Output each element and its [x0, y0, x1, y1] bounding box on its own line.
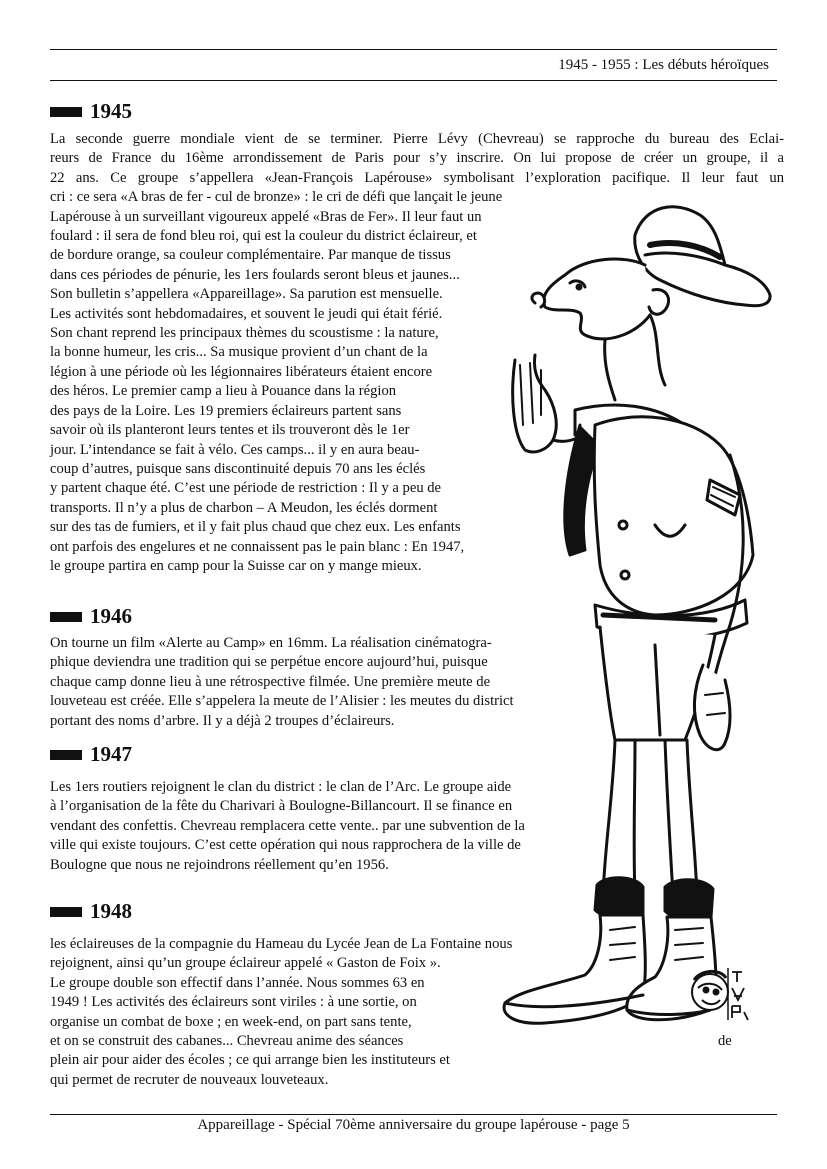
text-line: organise un combat de boxe ; en week-end, on part sans tente,	[50, 1013, 412, 1030]
section-heading-1948	[50, 899, 132, 924]
text-line: La seconde guerre mondiale vient de se terminer. Pierre Lévy (Chevreau) se rapproche du bureau des Eclai-	[50, 131, 784, 147]
text-line: les éclaireuses de la compagnie du Hameau du Lycée Jean de La Fontaine nous	[50, 936, 513, 952]
text-line: chaque camp donne lieu à une rétrospective filmée. Une première meute de	[50, 673, 491, 690]
text-line: cri : ce sera «A bras de fer - cul de bronze» : le cri de défi que lançait le jeune	[50, 189, 503, 206]
text-line: Les 1ers routiers rejoignent le clan du district : le clan de l’Arc. Le groupe aide	[50, 779, 512, 795]
text-line: sur des tas de fumiers, et il y fait plus chaud que chez eux. Les enfants	[50, 519, 461, 536]
text-line: Son bulletin s’appellera «Appareillage». Sa parution est mensuelle.	[50, 286, 443, 303]
text-line: à l’organisation de la fête du Charivari à Boulogne-Billancourt. Il se finance en	[50, 798, 513, 815]
text-line: y partent chaque été. C’est une période de restriction : Il y a peu de	[50, 480, 442, 497]
text-line: Lapérouse à un surveillant vigoureux appelé «Bras de Fer». Il leur faut un	[50, 208, 482, 225]
header-rule	[50, 49, 777, 50]
text-line: jour. L’intendance se fait à vélo. Ces camps... il y en aura beau-	[50, 441, 420, 458]
heading-bar	[50, 750, 82, 760]
text-line: Son chant reprend les principaux thèmes du scoustisme : la nature,	[50, 325, 439, 342]
signature-stamp	[686, 960, 756, 1030]
section-heading-1947	[50, 742, 132, 767]
text-line: qui permet de recruter de nouveaux louveteaux.	[50, 1071, 329, 1088]
text-line: foulard : il sera de fond bleu roi, qui est la couleur du district éclaireur, et	[50, 228, 477, 245]
header-rule-lower	[50, 80, 777, 81]
heading-year: 1945	[90, 99, 132, 123]
text-line: louveteau est créée. Elle s’appelera la meute de l’Alisier : les meutes du district	[50, 693, 514, 710]
text-line: rejoignent, ainsi qu’un groupe éclaireur appelé « Gaston de Foix ».	[50, 955, 441, 972]
text-line: légion à une période où les légionnaires libérateurs étaient encore	[50, 363, 433, 380]
text-line: ont parfois des engelures et ne connaissent pas le pain blanc : En 1947,	[50, 538, 465, 555]
text-line: portant des noms d’arbre. Il y a déjà 2 troupes d’éclaireurs.	[50, 712, 395, 729]
text-line: des pays de la Loire. Les 19 premiers éclaireurs partent sans	[50, 402, 402, 419]
heading-year: 1947	[90, 742, 132, 766]
section-heading-1946	[50, 604, 132, 629]
section-heading-1945	[50, 99, 132, 124]
text-line: phique deviendra une tradition qui se perpétue encore aujourd’hui, puisque	[50, 654, 488, 671]
heading-bar	[50, 612, 82, 622]
paragraph-1946	[50, 634, 514, 731]
text-line: Boulogne que nous ne rejoindrons réellement qu’en 1956.	[50, 856, 389, 873]
text-line: Le groupe double son effectif dans l’année. Nous sommes 63 en	[50, 974, 425, 991]
text-line: et on se construit des cabanes... Chevreau anime des séances	[50, 1033, 404, 1050]
running-title: 1945 - 1955 : Les débuts héroïques	[558, 57, 769, 73]
footer-rule	[50, 1114, 777, 1115]
text-line: Les activités sont hebdomadaires, et souvent le jeudi qui était férié.	[50, 305, 443, 322]
scout-illustration	[475, 195, 775, 1045]
stray-word: de	[718, 1033, 732, 1049]
text-line: 22 ans. Ce groupe s’appellera «Jean-François Lapérouse» symbolisant l’exploration pacifique. Il leur faut un	[50, 169, 784, 186]
text-line: la bonne humeur, les cris... Sa musique provient d’un chant de la	[50, 344, 428, 361]
text-line: transports. Il n’y a plus de charbon – A Meudon, les éclés dorment	[50, 499, 438, 516]
text-line: savoir où ils planteront leurs tentes et ils trouveront dès le 1er	[50, 422, 410, 439]
text-line: plein air pour aider des écoles ; ce qui arrange bien les instituteurs et	[50, 1052, 450, 1069]
page-footer: Appareillage - Spécial 70ème anniversaire du groupe lapérouse - page 5	[197, 1117, 630, 1133]
text-line: On tourne un film «Alerte au Camp» en 16mm. La réalisation cinématogra-	[50, 635, 492, 651]
text-line: dans ces périodes de pénurie, les 1ers foulards seront bleus et jaunes...	[50, 266, 460, 283]
heading-year: 1946	[90, 604, 132, 628]
heading-bar	[50, 907, 82, 917]
paragraph-1947	[50, 778, 525, 875]
text-line: des héros. Le premier camp a lieu à Pouance dans la région	[50, 383, 397, 400]
heading-bar	[50, 107, 82, 117]
text-line: reurs de France du 16ème arrondissement de Paris pour s’y inscrire. On lui propose de créer un groupe, il a	[50, 150, 784, 167]
text-line: de bordure orange, sa couleur complémentaire. Par manque de tissus	[50, 247, 451, 264]
text-line: vendant des confettis. Chevreau remplacera cette vente.. par une subvention de la	[50, 817, 525, 834]
text-line: coup d’autres, puisque sans discontinuité depuis 70 ans les éclés	[50, 460, 426, 477]
paragraph-1948	[50, 935, 512, 1090]
text-line: le groupe partira en camp pour la Suisse car on y mange mieux.	[50, 557, 422, 574]
text-line: ville qui existe toujours. C’est cette opération qui nous rapprochera de la ville de	[50, 837, 521, 854]
text-line: 1949 ! Les activités des éclaireurs sont viriles : à une sortie, on	[50, 994, 417, 1011]
heading-year: 1948	[90, 899, 132, 923]
